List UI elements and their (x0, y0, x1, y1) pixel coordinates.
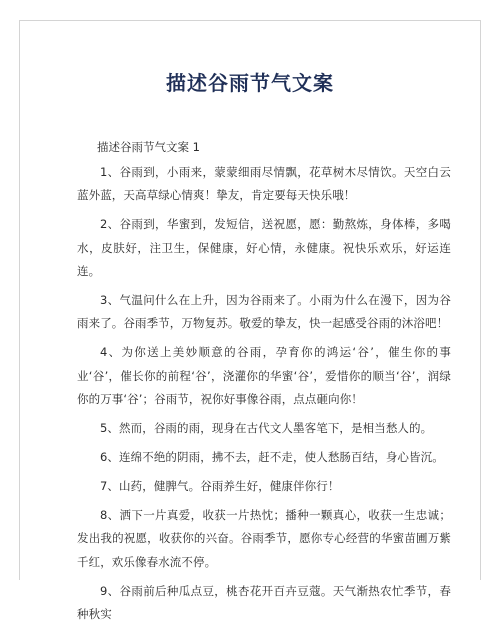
paragraph-8: 8、洒下一片真爱，收获一片热忱；播种一颗真心，收获一生忠诚；发出我的祝愿，收获你的兴奋。谷雨季节，愿你专心经营的华蜜苗圃万紫千红，欢乐像春水流不停。 (77, 507, 451, 569)
document-subtitle: 描述谷雨节气文案 1 (97, 140, 200, 154)
paragraph-list (77, 161, 451, 632)
paragraph-6: 6、连绵不绝的阴雨，拂不去，赶不走，使人愁肠百结，身心皆沉。 (100, 449, 444, 464)
document-page (19, 20, 481, 621)
paragraph-2: 2、谷雨到，华蜜到，发短信，送祝愿，愿：勤熬炼，身体棒，多喝水，皮肤好，注卫生，保健康，好心情，永健康。祝快乐欢乐，好运连连。 (77, 217, 451, 279)
paragraph-1: 1、谷雨到，小雨来，蒙蒙细雨尽情飘，花草树木尽情饮。天空白云蓝外蓝，天高草绿心情爽！挚友，肯定要每天快乐哦！ (77, 165, 451, 203)
paragraph-9: 9、谷雨前后种瓜点豆，桃杏花开百卉豆蔻。天气渐热农忙季节，春种秋实 (77, 583, 451, 621)
paragraph-4: 4、为你送上美妙顺意的谷雨，孕育你的鸿运‘谷’，催生你的事业‘谷’，催长你的前程‘谷’，浇灌你的华蜜‘谷’，爱惜你的顺当‘谷’，润绿你的万事‘谷’；谷雨节，祝你好事像谷雨，点点砸向你！ (77, 345, 451, 407)
paragraph-7: 7、山药，健脾气。谷雨养生好，健康伴你行！ (100, 478, 340, 493)
paragraph-3: 3、气温问什么在上升，因为谷雨来了。小雨为什么在漫下，因为谷雨来了。谷雨季节，万物复苏。敬爱的挚友，快一起感受谷雨的沐浴吧！ (77, 293, 451, 331)
document-title: 描述谷雨节气文案 (166, 71, 334, 95)
paragraph-5: 5、然而，谷雨的雨，现身在古代文人墨客笔下，是相当愁人的。 (100, 421, 433, 436)
